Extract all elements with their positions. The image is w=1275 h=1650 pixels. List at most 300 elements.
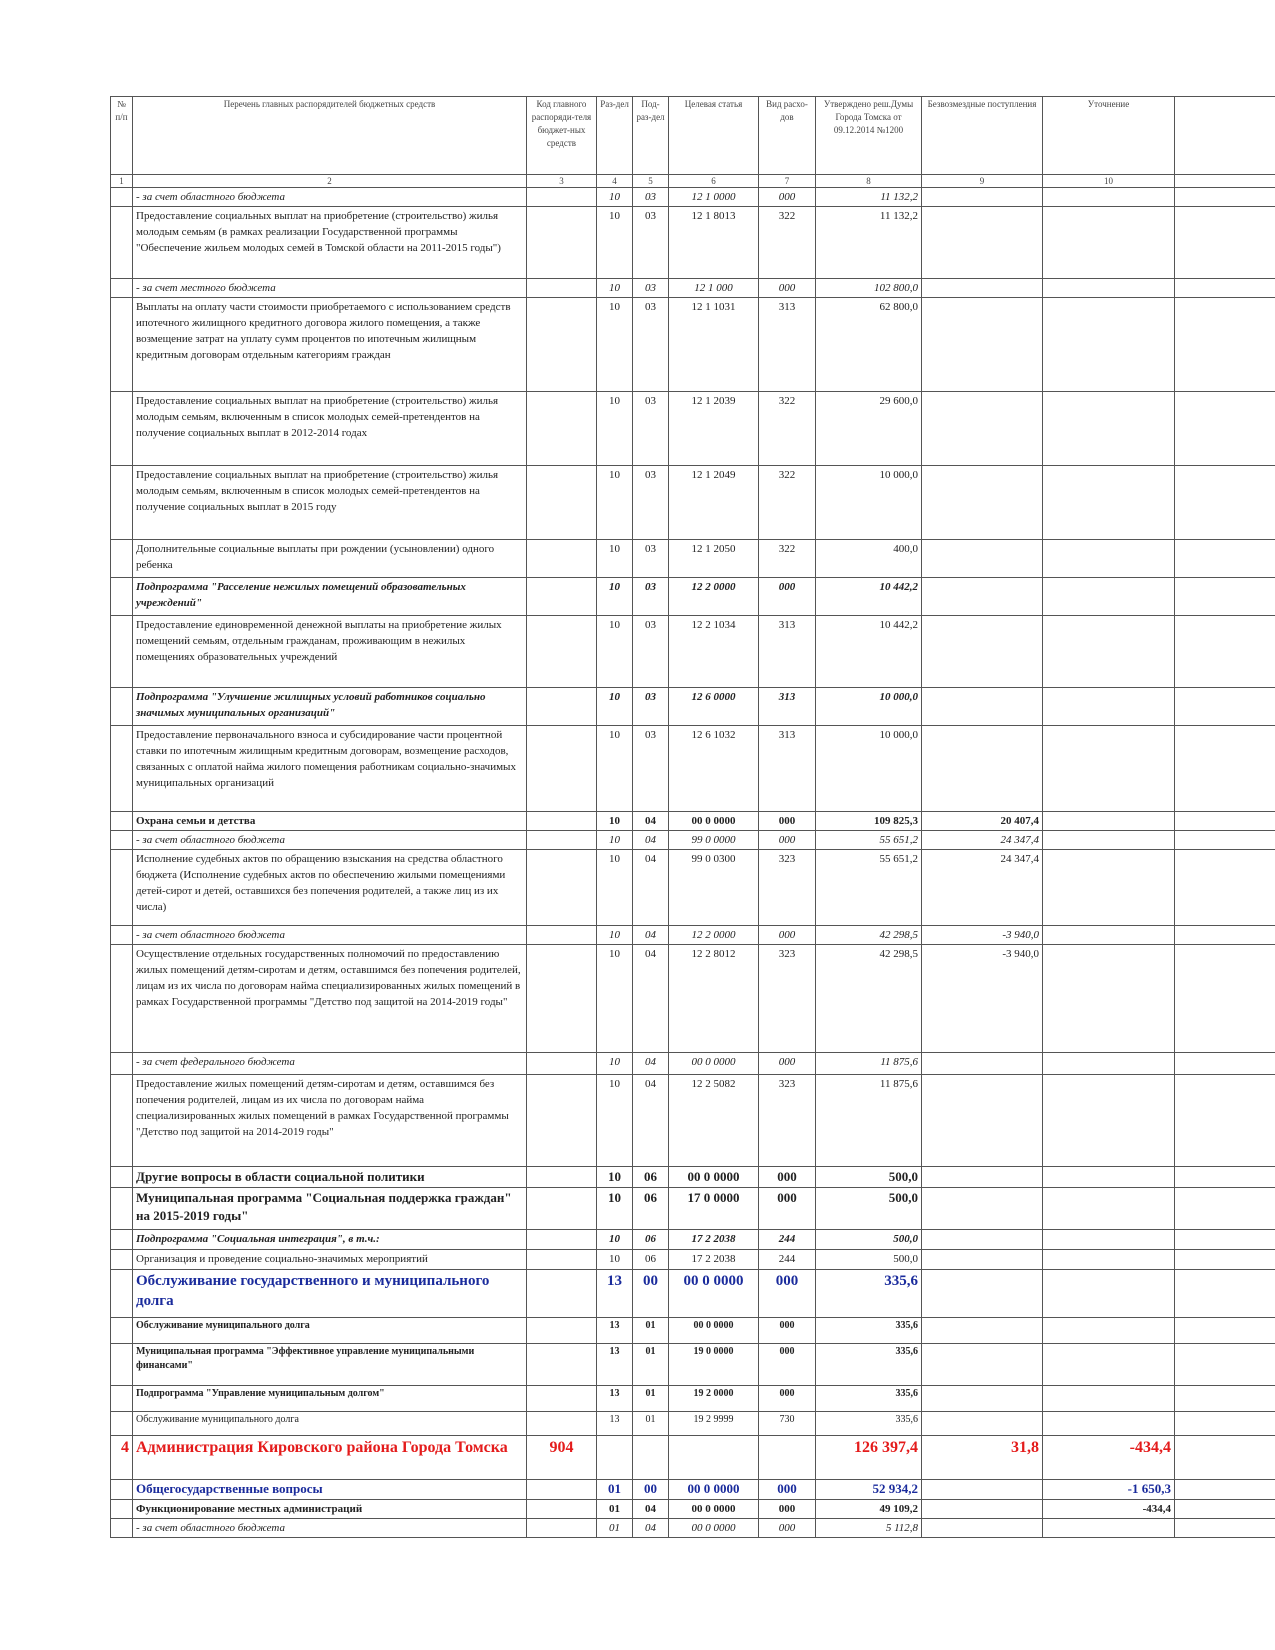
row-clarify [1043, 540, 1175, 578]
column-numbers-row [111, 175, 1275, 188]
row-approved: 42 298,5 [816, 945, 922, 1053]
row-approved: 11 875,6 [816, 1075, 922, 1167]
row-vid: 323 [759, 945, 816, 1053]
row-vid [759, 1436, 816, 1480]
col-number: 8 [816, 175, 922, 188]
row-number [111, 850, 133, 926]
row-target [669, 1436, 759, 1480]
row-clarify [1043, 1075, 1175, 1167]
row-clarify [1043, 1188, 1175, 1230]
row-extra [1175, 812, 1275, 831]
row-name: Осуществление отдельных государственных полномочий по предоставлению жилых помещений детям-сиротам и детям, оставшимся без попечения родителей, лицам из их числа по договорам найма специализированных жилых помещений в рамках Государственной программы "Детство под защитой на 2014-2019 годы" [133, 945, 527, 1053]
row-clarify [1043, 1167, 1175, 1188]
row-code [527, 831, 597, 850]
row-clarify [1043, 1250, 1175, 1270]
row-code [527, 1412, 597, 1436]
table-row [111, 1075, 1275, 1167]
header-podrazdel: Под-раз-дел [633, 97, 669, 175]
row-podrazdel: 03 [633, 279, 669, 298]
row-approved: 102 800,0 [816, 279, 922, 298]
row-clarify [1043, 188, 1175, 207]
row-podrazdel: 04 [633, 831, 669, 850]
row-extra [1175, 1188, 1275, 1230]
row-razdel: 10 [597, 688, 633, 726]
row-free [922, 1250, 1043, 1270]
table-row [111, 1436, 1275, 1480]
table-row [111, 1250, 1275, 1270]
row-code [527, 1053, 597, 1075]
row-free [922, 726, 1043, 812]
row-razdel: 13 [597, 1412, 633, 1436]
row-number [111, 1230, 133, 1250]
row-name: - за счет областного бюджета [133, 188, 527, 207]
row-name: Функционирование местных администраций [133, 1500, 527, 1519]
row-vid: 000 [759, 1188, 816, 1230]
row-free [922, 616, 1043, 688]
row-approved: 10 000,0 [816, 466, 922, 540]
table-row [111, 688, 1275, 726]
row-clarify [1043, 578, 1175, 616]
row-free [922, 1270, 1043, 1318]
row-approved: 109 825,3 [816, 812, 922, 831]
table-row [111, 1270, 1275, 1318]
row-extra [1175, 1167, 1275, 1188]
row-number [111, 1053, 133, 1075]
row-razdel: 13 [597, 1344, 633, 1386]
row-target: 00 0 0000 [669, 812, 759, 831]
row-code [527, 688, 597, 726]
row-vid: 322 [759, 540, 816, 578]
row-code [527, 1250, 597, 1270]
row-free [922, 1519, 1043, 1538]
row-podrazdel: 01 [633, 1412, 669, 1436]
row-code [527, 616, 597, 688]
row-target: 19 0 0000 [669, 1344, 759, 1386]
table-row [111, 207, 1275, 279]
row-extra [1175, 831, 1275, 850]
row-clarify [1043, 688, 1175, 726]
row-clarify [1043, 1053, 1175, 1075]
row-number [111, 1480, 133, 1500]
row-code [527, 1500, 597, 1519]
row-code [527, 1230, 597, 1250]
row-podrazdel: 03 [633, 188, 669, 207]
row-extra [1175, 1344, 1275, 1386]
row-clarify: -1 650,3 [1043, 1480, 1175, 1500]
row-target: 12 2 8012 [669, 945, 759, 1053]
row-free [922, 188, 1043, 207]
row-code [527, 926, 597, 945]
table-row [111, 1386, 1275, 1412]
table-row [111, 1500, 1275, 1519]
table-row [111, 1230, 1275, 1250]
row-target: 00 0 0000 [669, 1480, 759, 1500]
row-clarify: -434,4 [1043, 1500, 1175, 1519]
row-number [111, 1075, 133, 1167]
row-free [922, 1075, 1043, 1167]
row-razdel: 10 [597, 188, 633, 207]
row-clarify [1043, 616, 1175, 688]
row-vid: 313 [759, 688, 816, 726]
row-extra [1175, 1250, 1275, 1270]
row-approved: 500,0 [816, 1230, 922, 1250]
row-extra [1175, 1230, 1275, 1250]
row-target: 12 1 8013 [669, 207, 759, 279]
row-extra [1175, 466, 1275, 540]
row-podrazdel: 06 [633, 1188, 669, 1230]
row-target: 00 0 0000 [669, 1053, 759, 1075]
row-approved: 10 442,2 [816, 616, 922, 688]
col-number-extra [1175, 175, 1275, 188]
row-vid: 322 [759, 207, 816, 279]
header-extra [1175, 97, 1275, 175]
row-approved: 335,6 [816, 1270, 922, 1318]
row-code [527, 945, 597, 1053]
row-code [527, 392, 597, 466]
row-name: Предоставление единовременной денежной выплаты на приобретение жилых помещений семьям, отдельным гражданам, проживающим в нежилых помещениях образовательных учреждений [133, 616, 527, 688]
row-extra [1175, 1318, 1275, 1344]
row-clarify [1043, 279, 1175, 298]
col-number: 5 [633, 175, 669, 188]
header-target: Целевая статья [669, 97, 759, 175]
header-approved: Утверждено реш.Думы Города Томска от 09.12.2014 №1200 [816, 97, 922, 175]
row-code [527, 279, 597, 298]
row-podrazdel: 04 [633, 926, 669, 945]
row-free [922, 279, 1043, 298]
row-number [111, 831, 133, 850]
table-row [111, 850, 1275, 926]
row-target: 12 6 1032 [669, 726, 759, 812]
row-podrazdel: 03 [633, 392, 669, 466]
row-code [527, 1188, 597, 1230]
row-approved: 335,6 [816, 1386, 922, 1412]
row-vid: 730 [759, 1412, 816, 1436]
row-podrazdel: 03 [633, 466, 669, 540]
row-target: 17 2 2038 [669, 1230, 759, 1250]
row-razdel [597, 1436, 633, 1480]
row-target: 12 2 5082 [669, 1075, 759, 1167]
row-razdel: 10 [597, 1188, 633, 1230]
row-name: Выплаты на оплату части стоимости приобретаемого с использованием средств ипотечного жилищного кредитного договора жилого помещения, а также возмещение затрат на уплату сумм процентов по ипотечным жилищным кредитным договорам отдельным категориям граждан [133, 298, 527, 392]
table-row [111, 1519, 1275, 1538]
row-razdel: 10 [597, 616, 633, 688]
row-name: Подпрограмма "Улучшение жилищных условий работников социально значимых муниципальных организаций" [133, 688, 527, 726]
row-clarify [1043, 1270, 1175, 1318]
row-extra [1175, 578, 1275, 616]
row-name: Исполнение судебных актов по обращению взыскания на средства областного бюджета (Исполнение судебных актов по обеспечению жилыми помещениями детей-сирот и детей, оставшихся без попечения родителей, а также лиц из их числа) [133, 850, 527, 926]
table-row [111, 831, 1275, 850]
table-row [111, 1480, 1275, 1500]
row-free [922, 1167, 1043, 1188]
row-target: 00 0 0000 [669, 1167, 759, 1188]
row-name: Подпрограмма "Социальная интеграция", в т.ч.: [133, 1230, 527, 1250]
row-approved: 5 112,8 [816, 1519, 922, 1538]
row-number [111, 1167, 133, 1188]
row-code [527, 188, 597, 207]
row-number [111, 1412, 133, 1436]
row-podrazdel: 04 [633, 945, 669, 1053]
row-extra [1175, 1436, 1275, 1480]
table-row [111, 1188, 1275, 1230]
col-number: 2 [133, 175, 527, 188]
row-code [527, 1480, 597, 1500]
table-row [111, 188, 1275, 207]
table-row [111, 392, 1275, 466]
row-target: 17 0 0000 [669, 1188, 759, 1230]
row-free: 31,8 [922, 1436, 1043, 1480]
table-row [111, 279, 1275, 298]
row-vid: 000 [759, 812, 816, 831]
table-row [111, 926, 1275, 945]
row-podrazdel: 01 [633, 1344, 669, 1386]
row-approved: 52 934,2 [816, 1480, 922, 1500]
row-vid: 000 [759, 1500, 816, 1519]
row-vid: 323 [759, 850, 816, 926]
row-name: Подпрограмма "Управление муниципальным долгом" [133, 1386, 527, 1412]
row-free [922, 1412, 1043, 1436]
row-free: 20 407,4 [922, 812, 1043, 831]
header-name: Перечень главных распорядителей бюджетных средств [133, 97, 527, 175]
row-extra [1175, 616, 1275, 688]
row-free: 24 347,4 [922, 831, 1043, 850]
row-free [922, 207, 1043, 279]
row-free [922, 1188, 1043, 1230]
row-approved: 335,6 [816, 1412, 922, 1436]
row-clarify [1043, 831, 1175, 850]
row-number: 4 [111, 1436, 133, 1480]
row-approved: 49 109,2 [816, 1500, 922, 1519]
table-row [111, 945, 1275, 1053]
row-extra [1175, 926, 1275, 945]
row-podrazdel: 03 [633, 540, 669, 578]
row-podrazdel: 03 [633, 688, 669, 726]
row-clarify [1043, 1386, 1175, 1412]
row-clarify [1043, 850, 1175, 926]
row-name: Подпрограмма "Расселение нежилых помещений образовательных учреждений" [133, 578, 527, 616]
row-approved: 335,6 [816, 1344, 922, 1386]
row-podrazdel: 03 [633, 616, 669, 688]
row-code [527, 298, 597, 392]
row-podrazdel: 04 [633, 1500, 669, 1519]
row-extra [1175, 1053, 1275, 1075]
row-free [922, 540, 1043, 578]
row-clarify [1043, 945, 1175, 1053]
row-approved: 335,6 [816, 1318, 922, 1344]
row-extra [1175, 1386, 1275, 1412]
row-number [111, 688, 133, 726]
row-name: Предоставление социальных выплат на приобретение (строительство) жилья молодым семьям, включенным в список молодых семей-претендентов на получение социальных выплат в 2012-2014 годах [133, 392, 527, 466]
row-name: Общегосударственные вопросы [133, 1480, 527, 1500]
row-podrazdel: 03 [633, 726, 669, 812]
row-extra [1175, 1480, 1275, 1500]
row-razdel: 10 [597, 1250, 633, 1270]
row-vid: 313 [759, 726, 816, 812]
row-number [111, 1519, 133, 1538]
row-razdel: 10 [597, 540, 633, 578]
row-clarify [1043, 392, 1175, 466]
row-code [527, 578, 597, 616]
table-row [111, 1053, 1275, 1075]
row-extra [1175, 207, 1275, 279]
row-approved: 500,0 [816, 1250, 922, 1270]
row-target: 17 2 2038 [669, 1250, 759, 1270]
row-clarify [1043, 926, 1175, 945]
row-number [111, 466, 133, 540]
row-razdel: 10 [597, 207, 633, 279]
row-name: Обслуживание государственного и муниципального долга [133, 1270, 527, 1318]
row-approved: 11 132,2 [816, 188, 922, 207]
row-name: Администрация Кировского района Города Томска [133, 1436, 527, 1480]
row-extra [1175, 688, 1275, 726]
row-podrazdel: 03 [633, 298, 669, 392]
row-extra [1175, 392, 1275, 466]
row-podrazdel: 03 [633, 578, 669, 616]
row-target: 19 2 9999 [669, 1412, 759, 1436]
row-podrazdel: 04 [633, 1075, 669, 1167]
row-name: - за счет областного бюджета [133, 926, 527, 945]
row-extra [1175, 188, 1275, 207]
row-number [111, 1318, 133, 1344]
row-number [111, 540, 133, 578]
row-razdel: 10 [597, 392, 633, 466]
row-number [111, 392, 133, 466]
row-vid: 000 [759, 1318, 816, 1344]
row-target: 12 2 0000 [669, 578, 759, 616]
row-name: Охрана семьи и детства [133, 812, 527, 831]
row-extra [1175, 298, 1275, 392]
row-free [922, 688, 1043, 726]
row-clarify [1043, 298, 1175, 392]
row-podrazdel: 04 [633, 1053, 669, 1075]
row-vid: 000 [759, 1270, 816, 1318]
row-code [527, 540, 597, 578]
row-clarify [1043, 726, 1175, 812]
row-free: -3 940,0 [922, 945, 1043, 1053]
row-podrazdel: 06 [633, 1167, 669, 1188]
row-razdel: 10 [597, 726, 633, 812]
row-free [922, 578, 1043, 616]
row-target: 99 0 0300 [669, 850, 759, 926]
row-number [111, 812, 133, 831]
row-code [527, 1386, 597, 1412]
row-code [527, 726, 597, 812]
row-number [111, 578, 133, 616]
table-row [111, 616, 1275, 688]
header-code: Код главного распоряди-теля бюджет-ных средств [527, 97, 597, 175]
row-razdel: 10 [597, 1230, 633, 1250]
row-free [922, 1480, 1043, 1500]
col-number: 1 [111, 175, 133, 188]
row-vid: 000 [759, 1167, 816, 1188]
row-approved: 29 600,0 [816, 392, 922, 466]
row-vid: 323 [759, 1075, 816, 1167]
row-razdel: 10 [597, 578, 633, 616]
row-name: - за счет областного бюджета [133, 831, 527, 850]
row-clarify: -434,4 [1043, 1436, 1175, 1480]
row-vid: 322 [759, 466, 816, 540]
row-extra [1175, 726, 1275, 812]
col-number: 7 [759, 175, 816, 188]
row-free [922, 1318, 1043, 1344]
row-code [527, 1344, 597, 1386]
row-vid: 322 [759, 392, 816, 466]
row-razdel: 13 [597, 1386, 633, 1412]
row-vid: 313 [759, 616, 816, 688]
row-vid: 000 [759, 1519, 816, 1538]
row-clarify [1043, 466, 1175, 540]
row-target: 19 2 0000 [669, 1386, 759, 1412]
row-approved: 11 132,2 [816, 207, 922, 279]
row-target: 00 0 0000 [669, 1270, 759, 1318]
header-clarify: Уточнение [1043, 97, 1175, 175]
row-number [111, 279, 133, 298]
row-razdel: 10 [597, 298, 633, 392]
budget-sheet [110, 96, 1275, 1538]
row-number [111, 1344, 133, 1386]
row-extra [1175, 1519, 1275, 1538]
row-vid: 000 [759, 1386, 816, 1412]
row-approved: 126 397,4 [816, 1436, 922, 1480]
row-razdel: 10 [597, 466, 633, 540]
row-podrazdel: 04 [633, 850, 669, 926]
row-extra [1175, 945, 1275, 1053]
row-name: Организация и проведение социально-значимых мероприятий [133, 1250, 527, 1270]
row-vid: 000 [759, 279, 816, 298]
row-approved: 55 651,2 [816, 831, 922, 850]
row-target: 12 6 0000 [669, 688, 759, 726]
row-podrazdel: 03 [633, 207, 669, 279]
row-vid: 000 [759, 188, 816, 207]
row-code [527, 1519, 597, 1538]
row-name: - за счет федерального бюджета [133, 1053, 527, 1075]
row-code [527, 1270, 597, 1318]
row-podrazdel: 01 [633, 1318, 669, 1344]
row-number [111, 298, 133, 392]
row-clarify [1043, 812, 1175, 831]
row-vid: 244 [759, 1250, 816, 1270]
row-target: 00 0 0000 [669, 1500, 759, 1519]
row-name: Муниципальная программа "Эффективное управление муниципальными финансами" [133, 1344, 527, 1386]
row-approved: 10 000,0 [816, 688, 922, 726]
row-number [111, 1250, 133, 1270]
row-razdel: 10 [597, 945, 633, 1053]
header-num: № п/п [111, 97, 133, 175]
row-free [922, 298, 1043, 392]
col-number: 6 [669, 175, 759, 188]
row-target: 12 2 0000 [669, 926, 759, 945]
row-clarify [1043, 1230, 1175, 1250]
row-approved: 55 651,2 [816, 850, 922, 926]
header-free: Безвозмездные поступления [922, 97, 1043, 175]
row-clarify [1043, 1318, 1175, 1344]
col-number: 10 [1043, 175, 1175, 188]
header-vid: Вид расхо-дов [759, 97, 816, 175]
row-extra [1175, 279, 1275, 298]
row-target: 00 0 0000 [669, 1318, 759, 1344]
budget-table [110, 96, 1275, 1538]
row-target: 99 0 0000 [669, 831, 759, 850]
row-number [111, 616, 133, 688]
row-code [527, 207, 597, 279]
row-approved: 10 442,2 [816, 578, 922, 616]
row-name: - за счет местного бюджета [133, 279, 527, 298]
row-approved: 500,0 [816, 1167, 922, 1188]
row-razdel: 01 [597, 1500, 633, 1519]
row-name: Дополнительные социальные выплаты при рождении (усыновлении) одного ребенка [133, 540, 527, 578]
row-target: 12 1 0000 [669, 188, 759, 207]
table-row [111, 812, 1275, 831]
table-row [111, 726, 1275, 812]
